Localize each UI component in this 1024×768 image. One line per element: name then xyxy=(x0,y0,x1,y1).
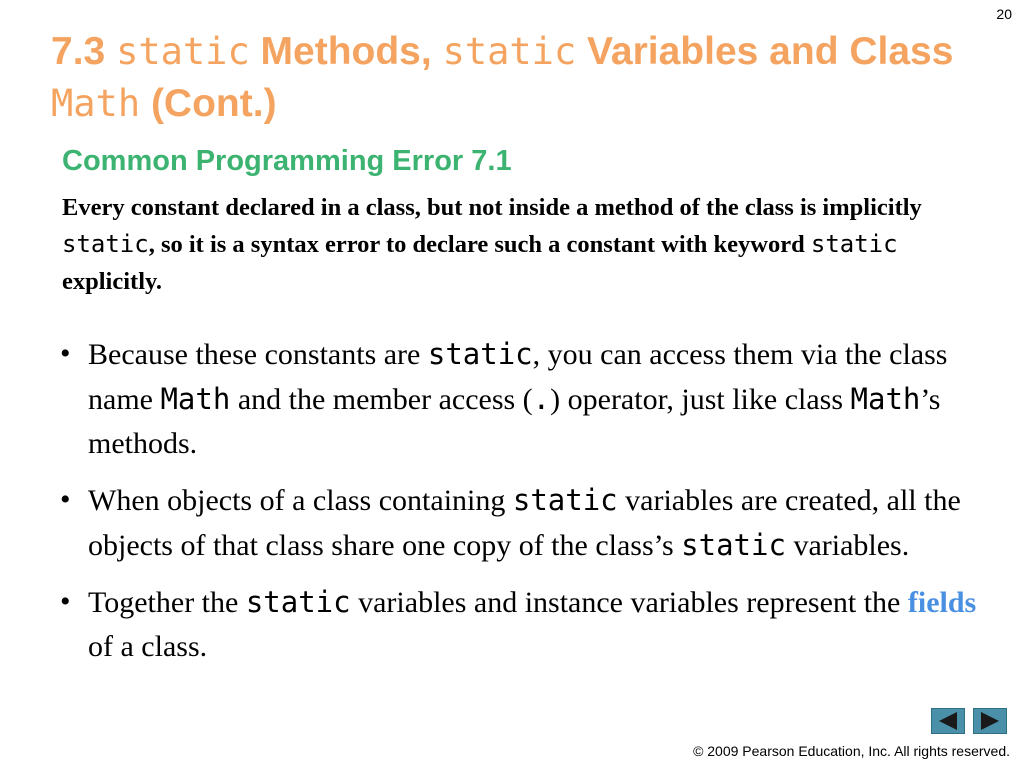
bullet-1-code-static: static xyxy=(427,337,533,371)
bullet-1-text-5: ’s methods. xyxy=(88,383,941,460)
previous-slide-button[interactable] xyxy=(931,708,965,734)
bullet-2-code-static: static xyxy=(512,483,618,517)
bullet-2-code-static-2: static xyxy=(681,528,786,562)
bullet-3-text-2: variables and instance variables represent the xyxy=(350,586,908,619)
triangle-left-icon xyxy=(932,709,964,733)
tip-code-static-1: static xyxy=(62,230,149,258)
tip-text-1: Every constant declared in a class, but not inside a method of the class is implicitly xyxy=(62,194,922,221)
bullet-item-2 xyxy=(60,478,990,568)
tip-body xyxy=(62,189,942,300)
bullet-marker: • xyxy=(60,483,71,516)
slide-number: 20 xyxy=(996,6,1012,22)
title-text-part-1: 7.3 xyxy=(51,30,117,73)
bullet-1-code-math: Math xyxy=(160,382,231,416)
title-code-static-2: static xyxy=(442,30,577,73)
tip-text-3: explicitly. xyxy=(62,268,163,295)
bullet-3-text-1: Together the xyxy=(88,586,246,619)
next-slide-button[interactable] xyxy=(973,708,1007,734)
bullet-3-text-3: of a class. xyxy=(88,630,208,663)
title-text-part-3: Variables and Class xyxy=(576,30,954,73)
bullet-marker: • xyxy=(60,585,71,618)
tip-code-static-2: static xyxy=(810,230,898,258)
bullet-1-text-2: , you can access them via the class name xyxy=(88,338,948,416)
bullet-1-text-1: Because these constants are xyxy=(88,338,428,371)
title-code-static-1: static xyxy=(116,30,250,73)
bullet-1-text-3: and the member access ( xyxy=(230,383,533,416)
bullet-item-3 xyxy=(60,580,990,669)
triangle-right-icon xyxy=(974,709,1006,733)
copyright-notice: © 2009 Pearson Education, Inc. All rights reserved. xyxy=(693,743,1010,759)
bullet-item-1 xyxy=(60,332,990,466)
title-text-part-4: (Cont.) xyxy=(140,82,277,125)
bullet-1-code-dot: . xyxy=(532,382,551,416)
bullet-2-text-1: When objects of a class containing xyxy=(88,484,513,517)
slide-title xyxy=(51,26,991,130)
bullet-2-text-2: variables are created, all the objects of that class share one copy of the class’s xyxy=(88,484,961,562)
bullet-list xyxy=(60,332,990,681)
title-code-math: Math xyxy=(51,82,141,125)
title-text-part-2: Methods, xyxy=(249,30,443,73)
bullet-2-text-3: variables. xyxy=(785,529,910,562)
fields-highlight: fields xyxy=(907,586,977,619)
tip-heading: Common Programming Error 7.1 xyxy=(62,145,512,177)
bullet-3-code-static: static xyxy=(245,585,351,619)
bullet-1-text-4: ) operator, just like class xyxy=(550,383,851,416)
bullet-1-code-math-2: Math xyxy=(850,382,921,416)
bullet-marker: • xyxy=(60,337,71,370)
tip-text-2: , so it is a syntax error to declare such a constant with keyword xyxy=(148,231,811,258)
